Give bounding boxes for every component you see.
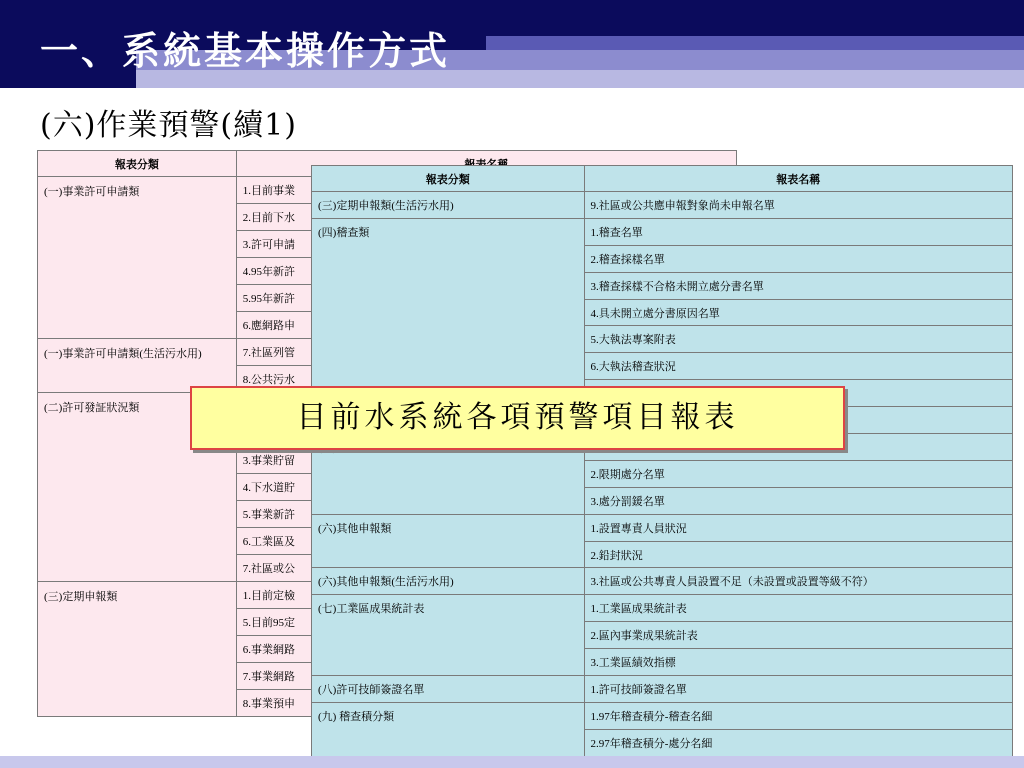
report-name-cell: 3.工業區績效指標: [584, 649, 1012, 676]
report-name-cell: 9.社區或公共應申報對象尚未申報名單: [584, 192, 1012, 219]
report-name-cell: 2.鉛封狀況: [584, 541, 1012, 568]
footer-bar: [0, 756, 1024, 768]
back-header-category: 報表分類: [38, 151, 237, 177]
category-cell: (一)事業許可申請類(生活污水用): [38, 339, 237, 393]
report-name-cell: 8.公共污水: [236, 366, 736, 393]
report-name-cell: 2.目前下水: [236, 204, 736, 231]
table-row: [312, 568, 1013, 595]
table-row: [312, 218, 1013, 245]
report-name-cell: 7.社區或公: [236, 555, 736, 582]
report-name-cell: 3.許可申請: [236, 231, 736, 258]
front-report-table: [311, 165, 1013, 757]
report-name-cell: 6.應網路申: [236, 312, 736, 339]
report-name-cell: 3.事業貯留: [236, 447, 736, 474]
category-cell: (六)其他申報類(生活污水用): [312, 568, 585, 595]
category-cell: (六)其他申報類: [312, 514, 585, 568]
report-name-cell: 4.95年新許: [236, 258, 736, 285]
report-name-cell: 3.處分罰鍰名單: [584, 487, 1012, 514]
report-name-cell: 2.稽查採樣名單: [584, 245, 1012, 272]
table-row: [312, 514, 1013, 541]
title-stripe-1: [486, 36, 1024, 50]
category-cell: (一)事業許可申請類: [38, 177, 237, 339]
report-name-cell: 6.大執法稽查狀況: [584, 353, 1012, 380]
category-cell: (九) 稽查積分類: [312, 702, 585, 756]
category-cell: (二)許可發証狀況類: [38, 393, 237, 582]
front-table-body: [312, 192, 1013, 757]
report-name-cell: 7.事業網路: [236, 663, 736, 690]
report-name-cell: 3.社區或公共專責人員設置不足（未設置或設置等級不符）: [584, 568, 1012, 595]
report-name-cell: 5.事業新許: [236, 501, 736, 528]
report-name-cell: 2.97年稽查積分-處分名細: [584, 729, 1012, 756]
table-row: [312, 192, 1013, 219]
category-cell: (四)稽查類: [312, 218, 585, 433]
report-name-cell: 1.許可技師簽證名單: [584, 676, 1012, 703]
category-cell: (三)定期申報類(生活污水用): [312, 192, 585, 219]
category-cell: (八)許可技師簽證名單: [312, 676, 585, 703]
report-name-cell: 1.97年稽查積分-稽查名細: [584, 702, 1012, 729]
front-header-name: 報表名稱: [584, 166, 1012, 192]
report-name-cell: 2.限期處分名單: [584, 460, 1012, 487]
slide-subtitle: (六)作業預警(續1): [40, 108, 297, 143]
category-cell: (三)定期申報類: [38, 582, 237, 717]
report-name-cell: 2.區內事業成果統計表: [584, 622, 1012, 649]
report-name-cell: 1.目前事業: [236, 177, 736, 204]
front-table-header-row: [312, 166, 1013, 192]
report-name-cell: 5.大執法專案附表: [584, 326, 1012, 353]
table-row: [312, 676, 1013, 703]
report-name-cell: 8.事業預申: [236, 690, 736, 717]
report-name-cell: 7.社區列管: [236, 339, 736, 366]
title-bar: [0, 0, 1024, 88]
report-name-cell: 4.具未開立處分書原因名單: [584, 299, 1012, 326]
report-name-cell: 6.工業區及: [236, 528, 736, 555]
report-name-cell: 3.稽查採樣不合格未開立處分書名單: [584, 272, 1012, 299]
report-name-cell: 4.下水道貯: [236, 474, 736, 501]
report-name-cell: 5.目前95定: [236, 609, 736, 636]
slide-title: 一、系統基本操作方式: [40, 28, 451, 73]
front-header-category: 報表分類: [312, 166, 585, 192]
report-name-cell: 1.稽查名單: [584, 218, 1012, 245]
report-name-cell: 1.工業區成果統計表: [584, 595, 1012, 622]
callout-box: 目前水系統各項預警項目報表: [190, 386, 845, 450]
report-name-cell: 1.設置專責人員狀況: [584, 514, 1012, 541]
title-band-mid: [486, 24, 1024, 36]
table-row: [312, 702, 1013, 729]
category-cell: (七)工業區成果統計表: [312, 595, 585, 676]
report-name-cell: 6.事業網路: [236, 636, 736, 663]
table-row: [312, 595, 1013, 622]
report-name-cell: 1.目前定檢: [236, 582, 736, 609]
report-name-cell: 5.95年新許: [236, 285, 736, 312]
